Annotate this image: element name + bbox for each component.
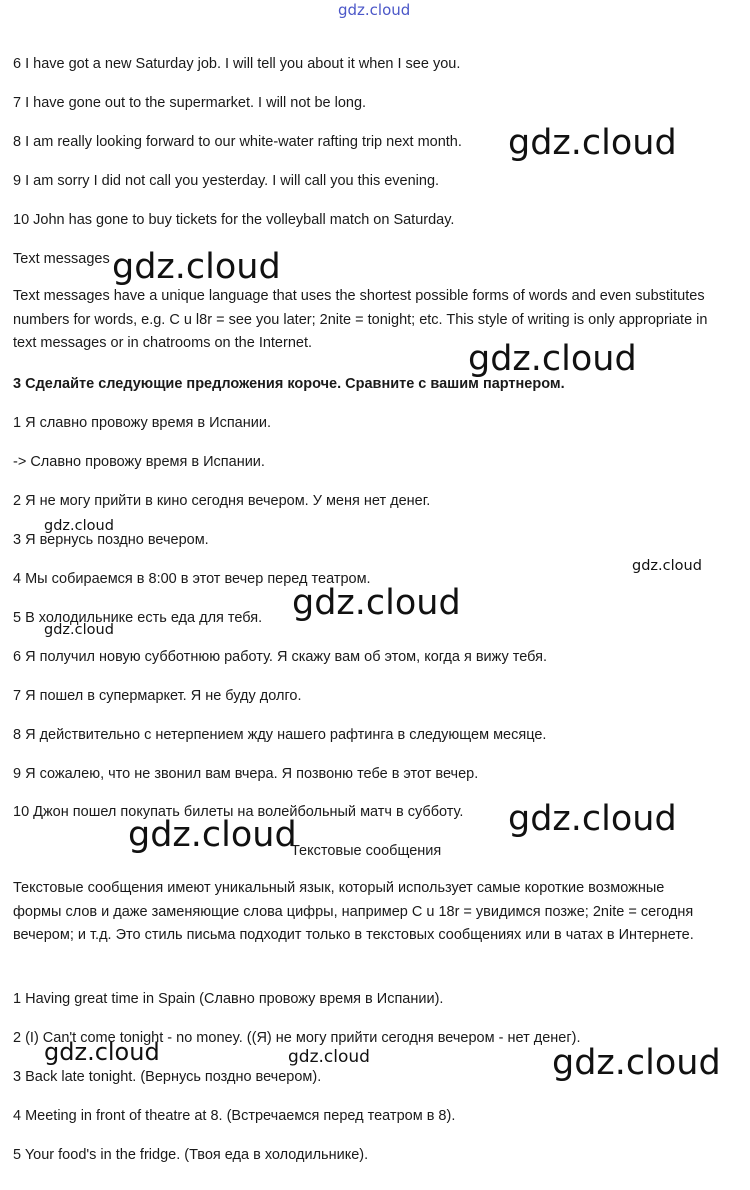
answer-4: 4 Meeting in front of theatre at 8. (Встречаемся перед театром в 8). bbox=[13, 1108, 456, 1124]
watermark: gdz.cloud bbox=[468, 339, 637, 379]
russian-line-9: 9 Я сожалею, что не звонил вам вчера. Я позвоню тебе в этот вечер. bbox=[13, 766, 479, 782]
watermark: gdz.cloud bbox=[44, 1038, 160, 1066]
russian-line-arrow: -> Славно провожу время в Испании. bbox=[13, 454, 265, 470]
russian-line-5: 5 В холодильнике есть еда для тебя. bbox=[13, 610, 263, 626]
answer-5: 5 Your food's in the fridge. (Твоя еда в холодильнике). bbox=[13, 1147, 369, 1163]
answer-2: 2 (I) Can't come tonight - no money. ((Я) не могу прийти сегодня вечером - нет денег). bbox=[13, 1030, 581, 1046]
task-heading: 3 Сделайте следующие предложения короче. Сравните с вашим партнером. bbox=[13, 376, 565, 392]
watermark: gdz.cloud bbox=[552, 1043, 721, 1083]
watermark: gdz.cloud bbox=[508, 123, 677, 163]
text-messages-heading-ru: Текстовые сообщения bbox=[291, 843, 442, 859]
watermark: gdz.cloud bbox=[44, 518, 114, 534]
russian-line-8: 8 Я действительно с нетерпением жду нашего рафтинга в следующем месяце. bbox=[13, 727, 547, 743]
watermark: gdz.cloud bbox=[112, 247, 281, 287]
watermark: gdz.cloud bbox=[288, 1047, 370, 1067]
english-sentence-8: 8 I am really looking forward to our white-water rafting trip next month. bbox=[13, 134, 462, 150]
russian-line-10: 10 Джон пошел покупать билеты на волейбольный матч в субботу. bbox=[13, 804, 464, 820]
watermark: gdz.cloud bbox=[292, 583, 461, 623]
text-messages-paragraph-en: Text messages have a unique language that uses the shortest possible forms of words and even substitutes numbers for words, e.g. C u l8r = see you later; 2nite = tonight; etc. This style of writing is only appropriate in text messages or in chatrooms on the Internet. bbox=[13, 288, 708, 351]
text-messages-paragraph-ru: Текстовые сообщения имеют уникальный язык, который использует самые короткие возможные формы слов и даже заменяющие слова цифры, например C u 18r = увидимся позже; 2nite = сегодня вечером; и т.д. Это стиль письма подходит только в текстовых сообщениях или в чатах в Интернете. bbox=[13, 880, 694, 943]
russian-line-6: 6 Я получил новую субботнюю работу. Я скажу вам об этом, когда я вижу тебя. bbox=[13, 649, 548, 665]
russian-line-1: 1 Я славно провожу время в Испании. bbox=[13, 415, 271, 431]
watermark: gdz.cloud bbox=[44, 622, 114, 638]
english-sentence-7: 7 I have gone out to the supermarket. I will not be long. bbox=[13, 95, 367, 111]
english-sentence-10: 10 John has gone to buy tickets for the volleyball match on Saturday. bbox=[13, 212, 455, 228]
watermark-top: gdz.cloud bbox=[338, 1, 411, 19]
russian-line-3: 3 Я вернусь поздно вечером. bbox=[13, 532, 209, 548]
russian-line-2: 2 Я не могу прийти в кино сегодня вечером. У меня нет денег. bbox=[13, 493, 431, 509]
russian-line-7: 7 Я пошел в супермаркет. Я не буду долго. bbox=[13, 688, 302, 704]
watermark: gdz.cloud bbox=[128, 815, 297, 855]
english-sentence-9: 9 I am sorry I did not call you yesterday. I will call you this evening. bbox=[13, 173, 440, 189]
watermark: gdz.cloud bbox=[632, 558, 702, 574]
watermark: gdz.cloud bbox=[508, 799, 677, 839]
text-messages-heading-en: Text messages bbox=[13, 251, 110, 267]
answer-3: 3 Back late tonight. (Вернусь поздно вечером). bbox=[13, 1069, 322, 1085]
english-sentence-6: 6 I have got a new Saturday job. I will tell you about it when I see you. bbox=[13, 56, 461, 72]
answer-1: 1 Having great time in Spain (Славно провожу время в Испании). bbox=[13, 991, 444, 1007]
russian-line-4: 4 Мы собираемся в 8:00 в этот вечер перед театром. bbox=[13, 571, 371, 587]
